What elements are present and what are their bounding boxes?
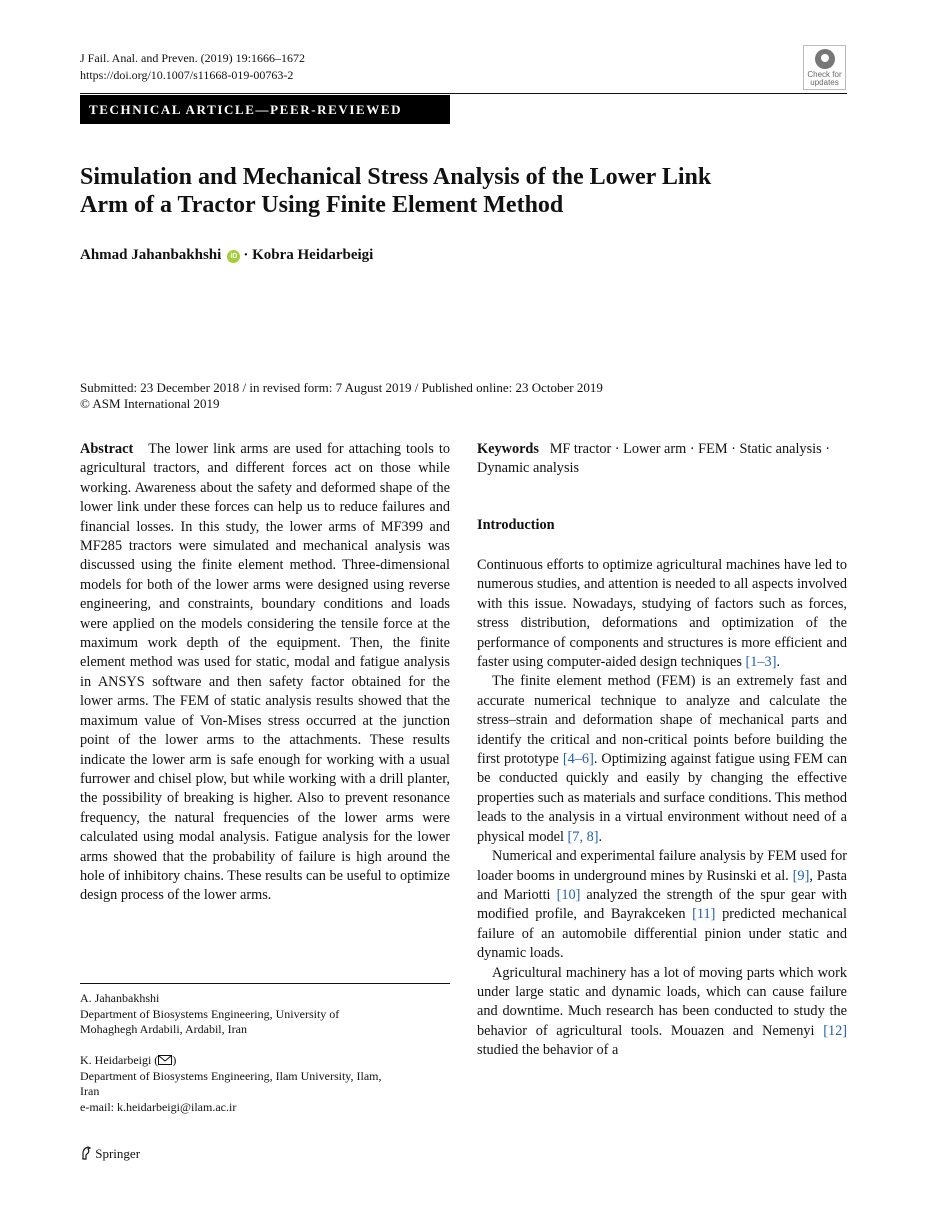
affiliation-2-line1: Department of Biosystems Engineering, Ilam University, Ilam,	[80, 1068, 382, 1083]
publisher-name: Springer	[95, 1146, 141, 1161]
envelope-icon[interactable]	[158, 1055, 172, 1065]
affiliation-2-name: K. Heidarbeigi (	[80, 1053, 159, 1067]
affiliation-2	[80, 1053, 450, 1115]
header-rule	[80, 93, 847, 94]
affiliation-1-line1: Department of Biosystems Engineering, University of	[80, 1006, 340, 1021]
affiliation-1-line2: Mohaghegh Ardabili, Ardabil, Iran	[80, 1022, 247, 1037]
author-list	[80, 245, 373, 265]
doi-link[interactable]: https://doi.org/10.1007/s11668-019-00763-2	[80, 68, 294, 82]
citation-10[interactable]: [10]	[556, 886, 581, 903]
title-line-1: Simulation and Mechanical Stress Analysis of the Lower Link	[80, 164, 712, 190]
citation-11[interactable]: [11]	[692, 906, 716, 923]
affiliation-2-email[interactable]: e-mail: k.heidarbeigi@ilam.ac.ir	[80, 1099, 237, 1114]
intro-paragraph-2	[477, 672, 847, 847]
affiliation-rule	[80, 983, 450, 984]
intro-p1-text: Continuous efforts to optimize agricultural machines have led to numerous studies, and attention is needed to all aspects involved with this issue. Nowadays, studying of factors such as forces, stress distribution, deformations and optimization of the performance of components and structures is more efficient and faster using computer-aided design techniques	[477, 557, 847, 671]
intro-p4-a: Agricultural machinery has a lot of moving parts which work under large static and dynamic loads, which can cause failure and downtime. Much research has been conducted to study the behavior of agricultural tools. Mouazen and Nemenyi	[477, 964, 847, 1039]
citation-9[interactable]: [9]	[792, 867, 810, 884]
keywords-text: MF tractor · Lower arm · FEM · Static analysis · Dynamic analysis	[477, 441, 830, 477]
affiliation-1	[80, 991, 450, 1038]
intro-paragraph-1	[477, 556, 847, 672]
introduction-heading: Introduction	[477, 517, 555, 533]
intro-p2-a: The finite element method (FEM) is an extremely fast and accurate numerical technique to analyze and calculate the stress–strain and deformation shape of mechanical parts and identify the critical and non-critical points before building the first prototype	[477, 673, 847, 768]
orcid-icon[interactable]: iD	[227, 250, 240, 263]
bookmark-icon	[815, 49, 835, 69]
publication-dates	[80, 380, 603, 412]
author-2[interactable]: Kobra Heidarbeigi	[252, 247, 374, 263]
article-title	[80, 163, 780, 219]
keywords-label: Keywords	[477, 441, 539, 457]
journal-citation: J Fail. Anal. and Preven. (2019) 19:1666–1672	[80, 51, 305, 65]
affiliation-2-name-end: )	[172, 1053, 177, 1067]
author-separator: ·	[243, 247, 249, 263]
date-history: Submitted: 23 December 2018 / in revised form: 7 August 2019 / Published online: 23 October 2019	[80, 380, 603, 395]
intro-paragraph-3	[477, 847, 847, 963]
abstract-text: The lower link arms are used for attaching tools to agricultural tractors, and different forces act on those while working. Awareness about the safety and deformed shape of the lower link under these forces can help us to reduce failures and financial losses. In this study, the lower arms of MF399 and MF285 tractors were simulated and mechanical analysis was discussed using the finite element method. Three-dimensional models for both of the lower arms were designed using reverse engineering, and constraints, boundary conditions and loads were applied on the models considering the tensile force at the maximum work depth of the equipment. Then, the finite element method was used for static, modal and fatigue analysis in ANSYS software and then safety factor obtained for the lower arms. The FEM of static analysis results showed that the maximum value of Von-Mises stress occurred at the junction point of the lower arms to the attachments. These results indicate the lower arm is safe enough for working with a usual furrower and chisel plow, but while working with a drill planter, the possibility of breaking is higher. Also to prevent resonance frequency, the natural frequencies of the lower arms were calculated using modal analysis. Fatigue analysis for the lower arms showed that the probability of failure is high around the hole of inhibitory chains. These results can be useful to optimize design process of the lower arms.	[80, 441, 450, 904]
title-line-2: Arm of a Tractor Using Finite Element Method	[80, 192, 564, 218]
article-type-banner: TECHNICAL ARTICLE—PEER-REVIEWED	[80, 95, 450, 124]
citation-4-6[interactable]: [4–6]	[562, 751, 594, 768]
citation-12[interactable]: [12]	[823, 1022, 848, 1039]
check-for-updates-badge[interactable]	[803, 45, 846, 90]
author-1[interactable]: Ahmad Jahanbakhshi	[80, 247, 222, 263]
publisher-footer	[80, 1146, 140, 1162]
intro-p3-b: , Pasta and Mariotti	[477, 867, 848, 903]
check-updates-line2: updates	[810, 78, 839, 87]
check-updates-line1: Check for	[807, 70, 842, 79]
intro-p3-d: predicted mechanical failure of an automobile differential pinion under static and dynamic loads.	[477, 906, 847, 962]
abstract	[80, 440, 450, 906]
citation-1-3[interactable]: [1–3]	[745, 654, 777, 671]
intro-p3-a: Numerical and experimental failure analysis by FEM used for loader booms in underground mines by Rusinski et al.	[477, 848, 847, 884]
affiliation-2-line2: Iran	[80, 1084, 100, 1099]
intro-p4-b: studied the behavior of a	[477, 1042, 619, 1059]
intro-p2-b: . Optimizing against fatigue using FEM can be conducted quickly and easily by changing the effective properties such as materials and surface conditions. This method leads to the analysis in a virtual environment without need of a physical model	[477, 751, 847, 845]
intro-paragraph-4	[477, 964, 847, 1061]
intro-p2-end: .	[598, 828, 603, 845]
intro-p3-c: analyzed the strength of the spur gear with modified profile, and Bayrakceken	[477, 886, 847, 923]
intro-p1-end: .	[776, 654, 781, 671]
journal-header	[80, 50, 305, 84]
springer-horse-icon	[80, 1146, 92, 1160]
affiliation-1-name: A. Jahanbakhshi	[80, 991, 160, 1005]
keywords	[477, 440, 847, 479]
abstract-label: Abstract	[80, 441, 134, 457]
introduction-body	[477, 556, 847, 1061]
copyright: © ASM International 2019	[80, 396, 220, 411]
citation-7-8[interactable]: [7, 8]	[567, 828, 599, 845]
